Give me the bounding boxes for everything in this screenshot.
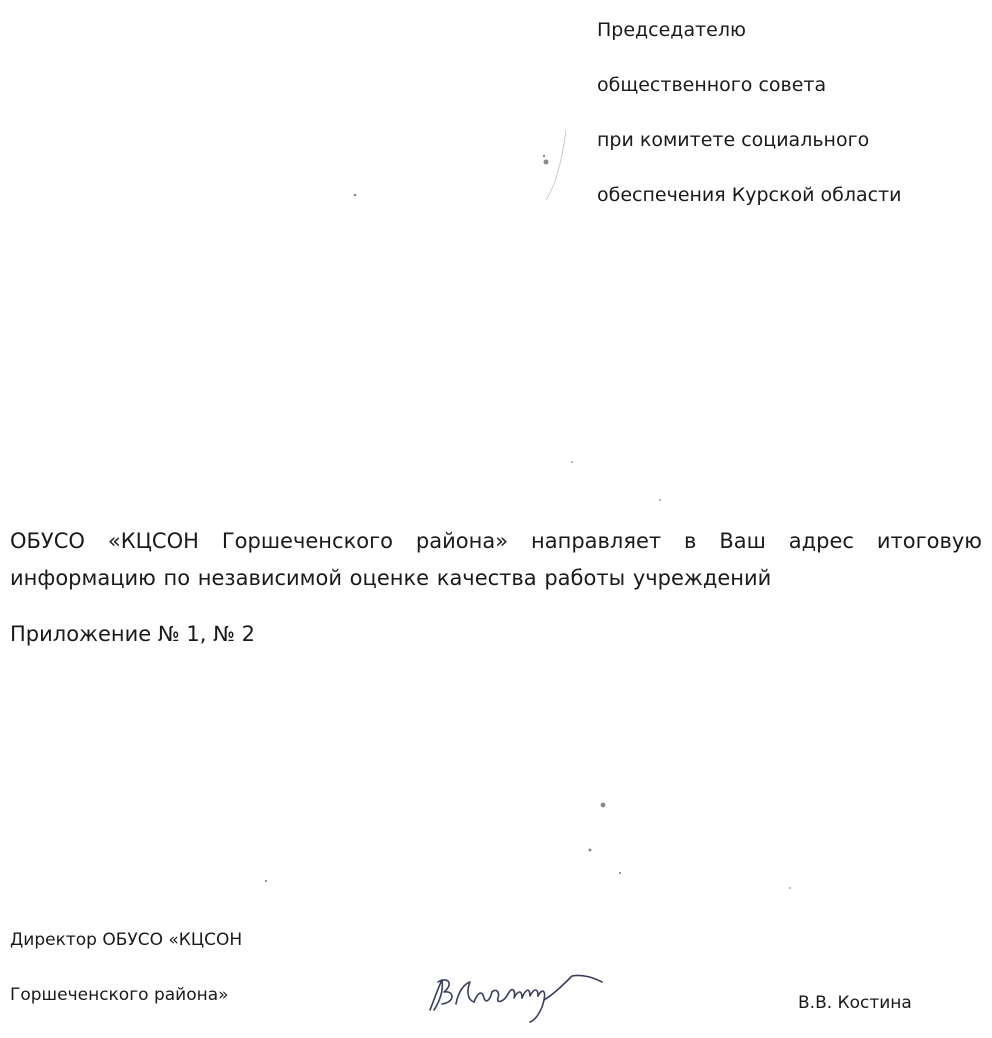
addressee-line: Председателю — [597, 19, 746, 41]
addressee-line: обеспечения Курской области — [597, 184, 902, 206]
letter-body-paragraph: ОБУСО «КЦСОН Горшеченского района» направляет в Ваш адрес итоговую информацию по независимой оценке качества работы учреждений — [10, 529, 982, 590]
signatory-title-line: Горшеченского района» — [10, 985, 229, 1005]
attachments-line: Приложение № 1, № 2 — [10, 622, 255, 646]
handwritten-signature — [424, 970, 614, 1024]
addressee-line: общественного совета — [597, 74, 827, 96]
signatory-title-line: Директор ОБУСО «КЦСОН — [10, 930, 243, 950]
signer-name: В.В. Костина — [798, 993, 912, 1013]
signatory-title-block — [10, 928, 242, 1038]
addressee-line: при комитете социального — [597, 129, 870, 151]
addressee-block — [597, 18, 977, 238]
